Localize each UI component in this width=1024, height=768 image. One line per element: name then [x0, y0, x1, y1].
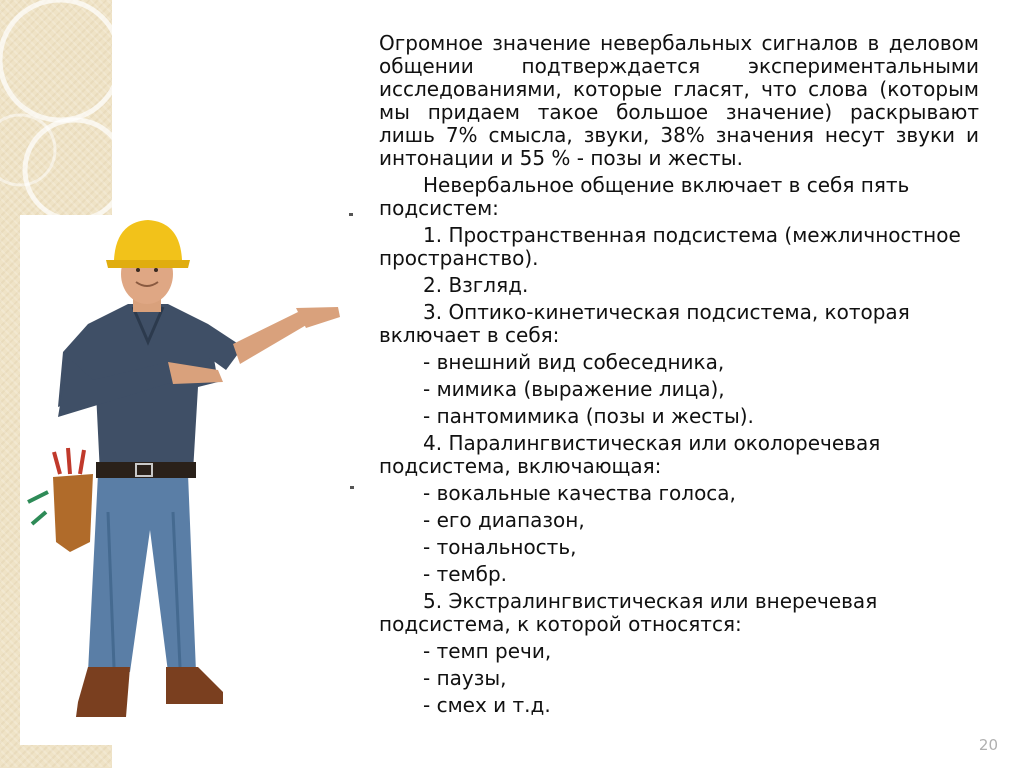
subsystems-intro: Невербальное общение включает в себя пять подсистем:	[379, 173, 910, 220]
decorative-circles	[0, 0, 112, 230]
list-item: 4. Паралингвистическая или околоречевая подсистема, включающая:	[379, 431, 881, 478]
list-item: - темп речи,	[423, 639, 552, 663]
list-item: - мимика (выражение лица),	[423, 377, 725, 401]
list-item: - паузы,	[423, 666, 507, 690]
list-item: - внешний вид собеседника,	[423, 350, 725, 374]
decorative-mark	[350, 486, 354, 489]
intro-paragraph: Огромное значение невербальных сигналов в деловом общении подтверждается экспериментальными исследованиями, которые гласят, что слова (которым мы придаем такое большое значение) раскрывают лишь 7% смысла, звуки, 38% значения несут звуки и интонации и 55 % - позы и жесты.	[379, 31, 979, 170]
decorative-mark	[349, 213, 353, 216]
list-item: - тембр.	[423, 562, 508, 586]
list-item: - его диапазон,	[423, 508, 585, 532]
list-item: - тональность,	[423, 535, 577, 559]
list-item: 2. Взгляд.	[423, 273, 529, 297]
page-number: 20	[978, 736, 998, 754]
worker-in-hardhat-illustration	[18, 212, 358, 727]
list-item: 3. Оптико-кинетическая подсистема, которая включает в себя:	[379, 300, 910, 347]
list-item: - смех и т.д.	[423, 693, 551, 717]
slide-text	[379, 32, 979, 717]
list-item: 1. Пространственная подсистема (межличностное пространство).	[379, 223, 961, 270]
list-item: - пантомимика (позы и жесты).	[423, 404, 754, 428]
list-item: 5. Экстралингвистическая или внеречевая подсистема, к которой относятся:	[379, 589, 878, 636]
list-item: - вокальные качества голоса,	[423, 481, 736, 505]
